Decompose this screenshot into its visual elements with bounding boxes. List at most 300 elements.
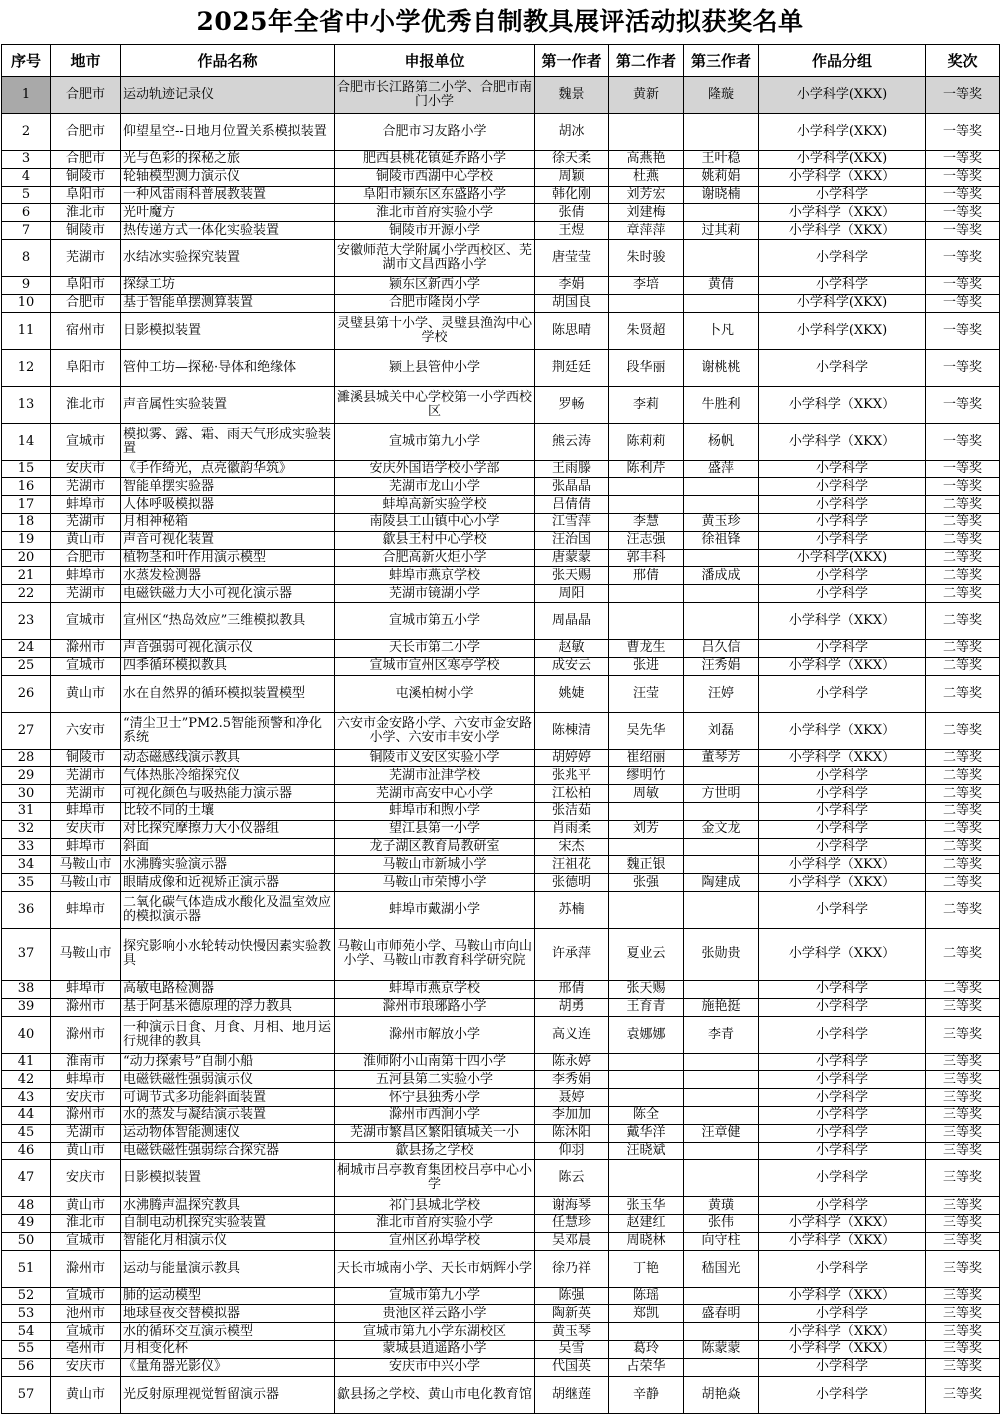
- row-unit: 天长市城南小学、天长市炳辉小学: [335, 1250, 535, 1287]
- row-work-name: 宣州区“热岛效应”三维模拟教具: [121, 602, 335, 639]
- row-work-name: 月相变化杯: [121, 1341, 335, 1359]
- row-index: 32: [2, 820, 51, 838]
- table-row[interactable]: [2, 602, 1000, 639]
- row-unit: 马鞍山市荣博小学: [335, 874, 535, 892]
- row-index: 33: [2, 838, 51, 856]
- table-row[interactable]: [2, 767, 1000, 785]
- row-author2: 陈全: [609, 1106, 684, 1124]
- table-row[interactable]: [2, 1160, 1000, 1197]
- row-index: 4: [2, 168, 51, 186]
- table-row[interactable]: [2, 1305, 1000, 1323]
- row-author3: 徐祖锋: [684, 531, 759, 549]
- row-author1: 李秀娟: [535, 1071, 609, 1089]
- header-group[interactable]: 作品分组: [759, 45, 926, 77]
- row-author1: 姚婕: [535, 675, 609, 712]
- row-city: 黄山市: [51, 1142, 121, 1160]
- header-author3[interactable]: 第三作者: [684, 45, 759, 77]
- row-author3: [684, 891, 759, 928]
- table-row[interactable]: [2, 1232, 1000, 1250]
- row-group: 小学科学: [759, 1358, 926, 1376]
- row-work-name: 日影模拟装置: [121, 1160, 335, 1197]
- row-author3: [684, 1106, 759, 1124]
- row-author3: 牛胜利: [684, 386, 759, 423]
- row-work-name: 运动轨迹记录仪: [121, 77, 335, 114]
- row-award: 二等奖: [926, 874, 1000, 892]
- table-row[interactable]: [2, 1053, 1000, 1071]
- row-author2: 章萍萍: [609, 222, 684, 240]
- row-index: 24: [2, 639, 51, 657]
- row-unit: 屯溪柏树小学: [335, 675, 535, 712]
- table-row[interactable]: [2, 1250, 1000, 1287]
- row-author3: [684, 980, 759, 998]
- row-author2: 崔绍丽: [609, 749, 684, 767]
- row-index: 35: [2, 874, 51, 892]
- row-unit: 歙县王村中心学校: [335, 531, 535, 549]
- row-unit: 铜陵市开源小学: [335, 222, 535, 240]
- row-index: 40: [2, 1016, 51, 1053]
- header-author2[interactable]: 第二作者: [609, 45, 684, 77]
- row-author3: 张伟: [684, 1215, 759, 1233]
- row-award: 三等奖: [926, 1250, 1000, 1287]
- row-award: 二等奖: [926, 513, 1000, 531]
- row-city: 蚌埠市: [51, 980, 121, 998]
- row-unit: 天长市第二小学: [335, 639, 535, 657]
- table-row[interactable]: [2, 168, 1000, 186]
- row-work-name: 植物茎和叶作用演示模型: [121, 549, 335, 567]
- row-author2: [609, 891, 684, 928]
- row-author2: 张强: [609, 874, 684, 892]
- row-city: 阜阳市: [51, 186, 121, 204]
- row-work-name: 水的循环交互演示模型: [121, 1323, 335, 1341]
- table-row[interactable]: [2, 1358, 1000, 1376]
- row-award: 二等奖: [926, 531, 1000, 549]
- row-work-name: 水沸腾实验演示器: [121, 856, 335, 874]
- table-row[interactable]: [2, 874, 1000, 892]
- row-unit: 芜湖市沚津学校: [335, 767, 535, 785]
- row-author3: 胡艳焱: [684, 1376, 759, 1413]
- table-row[interactable]: [2, 294, 1000, 312]
- row-group: 小学科学（XKX）: [759, 423, 926, 460]
- row-author3: 隆璇: [684, 77, 759, 114]
- row-work-name: 水蒸发检测器: [121, 567, 335, 585]
- row-author1: 吕倩倩: [535, 496, 609, 514]
- row-group: 小学科学（XKX）: [759, 602, 926, 639]
- row-group: 小学科学: [759, 513, 926, 531]
- row-index: 38: [2, 980, 51, 998]
- table-row[interactable]: [2, 1376, 1000, 1413]
- row-work-name: 对比探究摩擦力大小仪器组: [121, 820, 335, 838]
- row-index: 9: [2, 276, 51, 294]
- row-award: 二等奖: [926, 802, 1000, 820]
- row-unit: 六安市金安路小学、六安市金安路小学、六安市丰安小学: [335, 712, 535, 749]
- row-group: 小学科学（XKX）: [759, 204, 926, 222]
- table-row[interactable]: [2, 513, 1000, 531]
- row-author1: 汪祖花: [535, 856, 609, 874]
- table-row[interactable]: [2, 276, 1000, 294]
- row-work-name: 声音属性实验装置: [121, 386, 335, 423]
- row-work-name: 光反射原理视觉暂留演示器: [121, 1376, 335, 1413]
- row-author2: [609, 802, 684, 820]
- row-award: 二等奖: [926, 820, 1000, 838]
- row-author2: 占荣华: [609, 1358, 684, 1376]
- row-unit: 肥西县桃花镇延乔路小学: [335, 151, 535, 169]
- row-unit: 合肥市长江路第二小学、合肥市南门小学: [335, 77, 535, 114]
- row-index: 6: [2, 204, 51, 222]
- row-author2: 黄新: [609, 77, 684, 114]
- row-author1: 邢倩: [535, 980, 609, 998]
- row-unit: 颍上县管仲小学: [335, 349, 535, 386]
- row-unit: 宣城市第九小学东湖校区: [335, 1323, 535, 1341]
- table-row[interactable]: [2, 1089, 1000, 1107]
- row-author1: 成安云: [535, 657, 609, 675]
- row-award: 一等奖: [926, 294, 1000, 312]
- row-index: 3: [2, 151, 51, 169]
- row-author3: 王叶稳: [684, 151, 759, 169]
- row-author3: [684, 585, 759, 603]
- table-row[interactable]: [2, 531, 1000, 549]
- row-author3: 谢桃桃: [684, 349, 759, 386]
- row-city: 淮北市: [51, 1215, 121, 1233]
- table-row[interactable]: [2, 1124, 1000, 1142]
- table-row[interactable]: [2, 239, 1000, 276]
- header-index[interactable]: 序号: [2, 45, 51, 77]
- row-author1: 黄玉琴: [535, 1323, 609, 1341]
- row-author3: [684, 549, 759, 567]
- header-unit[interactable]: 申报单位: [335, 45, 535, 77]
- row-author3: 汪章健: [684, 1124, 759, 1142]
- table-row[interactable]: [2, 1287, 1000, 1305]
- table-row[interactable]: [2, 1106, 1000, 1124]
- table-row[interactable]: [2, 386, 1000, 423]
- row-unit: 宣城市第五小学: [335, 602, 535, 639]
- row-award: 二等奖: [926, 639, 1000, 657]
- row-work-name: 声音可视化装置: [121, 531, 335, 549]
- table-row[interactable]: [2, 186, 1000, 204]
- row-city: 安庆市: [51, 820, 121, 838]
- row-work-name: 二氧化碳气体造成水酸化及温室效应的模拟演示器: [121, 891, 335, 928]
- table-row[interactable]: [2, 1197, 1000, 1215]
- table-row[interactable]: [2, 928, 1000, 980]
- row-city: 黄山市: [51, 1197, 121, 1215]
- row-group: 小学科学(XKX): [759, 312, 926, 349]
- row-award: 三等奖: [926, 1323, 1000, 1341]
- row-index: 23: [2, 602, 51, 639]
- row-author2: [609, 114, 684, 151]
- table-row[interactable]: [2, 712, 1000, 749]
- row-index: 8: [2, 239, 51, 276]
- table-row[interactable]: [2, 151, 1000, 169]
- table-row[interactable]: [2, 785, 1000, 803]
- row-work-name: 动态磁感线演示教具: [121, 749, 335, 767]
- row-author3: [684, 602, 759, 639]
- row-award: 二等奖: [926, 675, 1000, 712]
- table-row[interactable]: [2, 1323, 1000, 1341]
- row-author2: 段华丽: [609, 349, 684, 386]
- row-city: 滁州市: [51, 639, 121, 657]
- row-index: 2: [2, 114, 51, 151]
- row-city: 宣城市: [51, 657, 121, 675]
- row-award: 二等奖: [926, 585, 1000, 603]
- row-award: 一等奖: [926, 460, 1000, 478]
- row-author1: 江松柏: [535, 785, 609, 803]
- row-author1: 胡继莲: [535, 1376, 609, 1413]
- row-city: 安庆市: [51, 1089, 121, 1107]
- row-award: 一等奖: [926, 239, 1000, 276]
- table-row[interactable]: [2, 856, 1000, 874]
- table-row[interactable]: [2, 567, 1000, 585]
- row-work-name: 智能单摆实验器: [121, 478, 335, 496]
- row-city: 合肥市: [51, 77, 121, 114]
- row-index: 53: [2, 1305, 51, 1323]
- row-author2: 袁娜娜: [609, 1016, 684, 1053]
- row-award: 二等奖: [926, 749, 1000, 767]
- page-title: 2025年全省中小学优秀自制教具展评活动拟获奖名单: [196, 7, 804, 36]
- row-award: 二等奖: [926, 838, 1000, 856]
- row-author2: 邢倩: [609, 567, 684, 585]
- row-index: 5: [2, 186, 51, 204]
- row-unit: 蚌埠市燕京学校: [335, 567, 535, 585]
- row-city: 蚌埠市: [51, 802, 121, 820]
- row-city: 宣城市: [51, 1287, 121, 1305]
- row-author3: 施艳挺: [684, 998, 759, 1016]
- row-author1: 张兆平: [535, 767, 609, 785]
- row-author3: 过其莉: [684, 222, 759, 240]
- row-unit: 芜湖市镜湖小学: [335, 585, 535, 603]
- table-row[interactable]: [2, 1341, 1000, 1359]
- row-unit: 望江县第一小学: [335, 820, 535, 838]
- table-row[interactable]: [2, 838, 1000, 856]
- row-group: 小学科学: [759, 767, 926, 785]
- table-row[interactable]: [2, 549, 1000, 567]
- row-index: 55: [2, 1341, 51, 1359]
- row-city: 合肥市: [51, 114, 121, 151]
- table-row[interactable]: [2, 496, 1000, 514]
- row-author1: 韩化刚: [535, 186, 609, 204]
- row-group: 小学科学: [759, 1106, 926, 1124]
- row-author2: [609, 602, 684, 639]
- table-row[interactable]: [2, 349, 1000, 386]
- table-row[interactable]: [2, 891, 1000, 928]
- row-work-name: 水在自然界的循环模拟装置模型: [121, 675, 335, 712]
- row-index: 31: [2, 802, 51, 820]
- header-city[interactable]: 地市: [51, 45, 121, 77]
- row-city: 芜湖市: [51, 785, 121, 803]
- row-author3: 黄璜: [684, 1197, 759, 1215]
- row-index: 57: [2, 1376, 51, 1413]
- row-city: 蚌埠市: [51, 1071, 121, 1089]
- row-city: 六安市: [51, 712, 121, 749]
- table-row[interactable]: [2, 204, 1000, 222]
- row-work-name: 电磁铁磁性强弱综合探究器: [121, 1142, 335, 1160]
- row-unit: 五河县第二实验小学: [335, 1071, 535, 1089]
- row-work-name: 眼睛成像和近视矫正演示器: [121, 874, 335, 892]
- table-row[interactable]: [2, 639, 1000, 657]
- row-group: 小学科学: [759, 785, 926, 803]
- table-row[interactable]: [2, 222, 1000, 240]
- row-award: 二等奖: [926, 785, 1000, 803]
- row-author2: 杜燕: [609, 168, 684, 186]
- row-author2: 刘芳宏: [609, 186, 684, 204]
- table-row[interactable]: [2, 423, 1000, 460]
- row-author2: [609, 496, 684, 514]
- row-award: 三等奖: [926, 1124, 1000, 1142]
- row-award: 一等奖: [926, 186, 1000, 204]
- row-author3: 杨帆: [684, 423, 759, 460]
- row-author2: 郑凯: [609, 1305, 684, 1323]
- row-author1: 胡冰: [535, 114, 609, 151]
- row-index: 7: [2, 222, 51, 240]
- table-row[interactable]: [2, 1142, 1000, 1160]
- header-award[interactable]: 奖次: [926, 45, 1000, 77]
- row-award: 一等奖: [926, 222, 1000, 240]
- row-work-name: 电磁铁磁性强弱演示仪: [121, 1071, 335, 1089]
- row-award: 三等奖: [926, 1142, 1000, 1160]
- row-author1: 周晶晶: [535, 602, 609, 639]
- table-row[interactable]: [2, 1215, 1000, 1233]
- row-index: 1: [2, 77, 51, 114]
- table-row[interactable]: [2, 802, 1000, 820]
- row-unit: 龙子湖区教育局教研室: [335, 838, 535, 856]
- row-author1: 唐莹莹: [535, 239, 609, 276]
- row-author3: 向守柱: [684, 1232, 759, 1250]
- row-award: 一等奖: [926, 151, 1000, 169]
- row-group: 小学科学（XKX）: [759, 168, 926, 186]
- row-unit: 滁州市解放小学: [335, 1016, 535, 1053]
- row-author1: 王雨滕: [535, 460, 609, 478]
- row-city: 阜阳市: [51, 276, 121, 294]
- table-row[interactable]: [2, 657, 1000, 675]
- row-index: 25: [2, 657, 51, 675]
- row-unit: 合肥市隆岗小学: [335, 294, 535, 312]
- table-row[interactable]: [2, 1016, 1000, 1053]
- row-city: 安庆市: [51, 460, 121, 478]
- row-unit: 蚌埠市戴湖小学: [335, 891, 535, 928]
- row-work-name: 气体热胀冷缩探究仪: [121, 767, 335, 785]
- table-row[interactable]: [2, 675, 1000, 712]
- table-row[interactable]: [2, 980, 1000, 998]
- table-row[interactable]: [2, 478, 1000, 496]
- row-author3: [684, 1160, 759, 1197]
- row-group: 小学科学（XKX）: [759, 222, 926, 240]
- row-author1: 肖雨柔: [535, 820, 609, 838]
- row-author3: [684, 802, 759, 820]
- row-author1: 周阳: [535, 585, 609, 603]
- row-group: 小学科学: [759, 585, 926, 603]
- row-award: 一等奖: [926, 204, 1000, 222]
- row-unit: 蚌埠高新实验学校: [335, 496, 535, 514]
- row-author2: 朱贤超: [609, 312, 684, 349]
- row-index: 39: [2, 998, 51, 1016]
- row-work-name: 日影模拟装置: [121, 312, 335, 349]
- row-index: 16: [2, 478, 51, 496]
- row-index: 20: [2, 549, 51, 567]
- row-author2: 刘建梅: [609, 204, 684, 222]
- row-author1: 宋杰: [535, 838, 609, 856]
- header-author1[interactable]: 第一作者: [535, 45, 609, 77]
- row-author2: 周敏: [609, 785, 684, 803]
- row-award: 二等奖: [926, 891, 1000, 928]
- row-author2: [609, 294, 684, 312]
- table-row[interactable]: [2, 77, 1000, 114]
- row-work-name: 一种演示日食、月食、月相、地月运行规律的教具: [121, 1016, 335, 1053]
- row-group: 小学科学: [759, 1250, 926, 1287]
- row-unit: 安庆外国语学校小学部: [335, 460, 535, 478]
- row-group: 小学科学（XKX）: [759, 928, 926, 980]
- row-author3: [684, 856, 759, 874]
- row-group: 小学科学(XKX): [759, 294, 926, 312]
- row-city: 安庆市: [51, 1358, 121, 1376]
- row-group: 小学科学（XKX）: [759, 657, 926, 675]
- row-unit: 宣城市第九小学: [335, 423, 535, 460]
- table-row[interactable]: [2, 998, 1000, 1016]
- row-author1: 周颖: [535, 168, 609, 186]
- table-row[interactable]: [2, 460, 1000, 478]
- row-author1: 赵敏: [535, 639, 609, 657]
- row-award: 三等奖: [926, 1053, 1000, 1071]
- row-index: 10: [2, 294, 51, 312]
- row-group: 小学科学: [759, 1053, 926, 1071]
- table-row[interactable]: [2, 749, 1000, 767]
- table-row[interactable]: [2, 114, 1000, 151]
- row-index: 18: [2, 513, 51, 531]
- row-author3: 卜凡: [684, 312, 759, 349]
- row-group: 小学科学: [759, 998, 926, 1016]
- table-row[interactable]: [2, 312, 1000, 349]
- row-city: 黄山市: [51, 531, 121, 549]
- row-award: 一等奖: [926, 478, 1000, 496]
- row-unit: 马鞍山市师苑小学、马鞍山市向山小学、马鞍山市教育科学研究院: [335, 928, 535, 980]
- row-work-name: 轮轴模型测力演示仪: [121, 168, 335, 186]
- table-row[interactable]: [2, 1071, 1000, 1089]
- row-city: 淮北市: [51, 386, 121, 423]
- row-group: 小学科学（XKX）: [759, 386, 926, 423]
- row-index: 41: [2, 1053, 51, 1071]
- row-work-name: 人体呼吸模拟器: [121, 496, 335, 514]
- row-index: 46: [2, 1142, 51, 1160]
- table-row[interactable]: [2, 820, 1000, 838]
- table-row[interactable]: [2, 585, 1000, 603]
- row-city: 滁州市: [51, 1016, 121, 1053]
- row-author1: 张德明: [535, 874, 609, 892]
- row-index: 14: [2, 423, 51, 460]
- header-work-name[interactable]: 作品名称: [121, 45, 335, 77]
- row-index: 22: [2, 585, 51, 603]
- row-unit: 蒙城县逍遥路小学: [335, 1341, 535, 1359]
- row-author3: 陶建成: [684, 874, 759, 892]
- row-work-name: 斜面: [121, 838, 335, 856]
- row-city: 芜湖市: [51, 239, 121, 276]
- row-index: 19: [2, 531, 51, 549]
- row-index: 50: [2, 1232, 51, 1250]
- row-author1: 汪治国: [535, 531, 609, 549]
- row-author1: 仰羽: [535, 1142, 609, 1160]
- row-author1: 徐天柔: [535, 151, 609, 169]
- row-group: 小学科学: [759, 567, 926, 585]
- row-award: 一等奖: [926, 386, 1000, 423]
- row-award: 三等奖: [926, 1089, 1000, 1107]
- row-city: 滁州市: [51, 1250, 121, 1287]
- row-award: 三等奖: [926, 1232, 1000, 1250]
- row-group: 小学科学: [759, 276, 926, 294]
- row-award: 二等奖: [926, 496, 1000, 514]
- row-award: 二等奖: [926, 980, 1000, 998]
- row-author3: [684, 114, 759, 151]
- row-city: 安庆市: [51, 1160, 121, 1197]
- row-author2: [609, 1160, 684, 1197]
- row-author3: 姚莉娟: [684, 168, 759, 186]
- row-group: 小学科学: [759, 639, 926, 657]
- row-award: 一等奖: [926, 168, 1000, 186]
